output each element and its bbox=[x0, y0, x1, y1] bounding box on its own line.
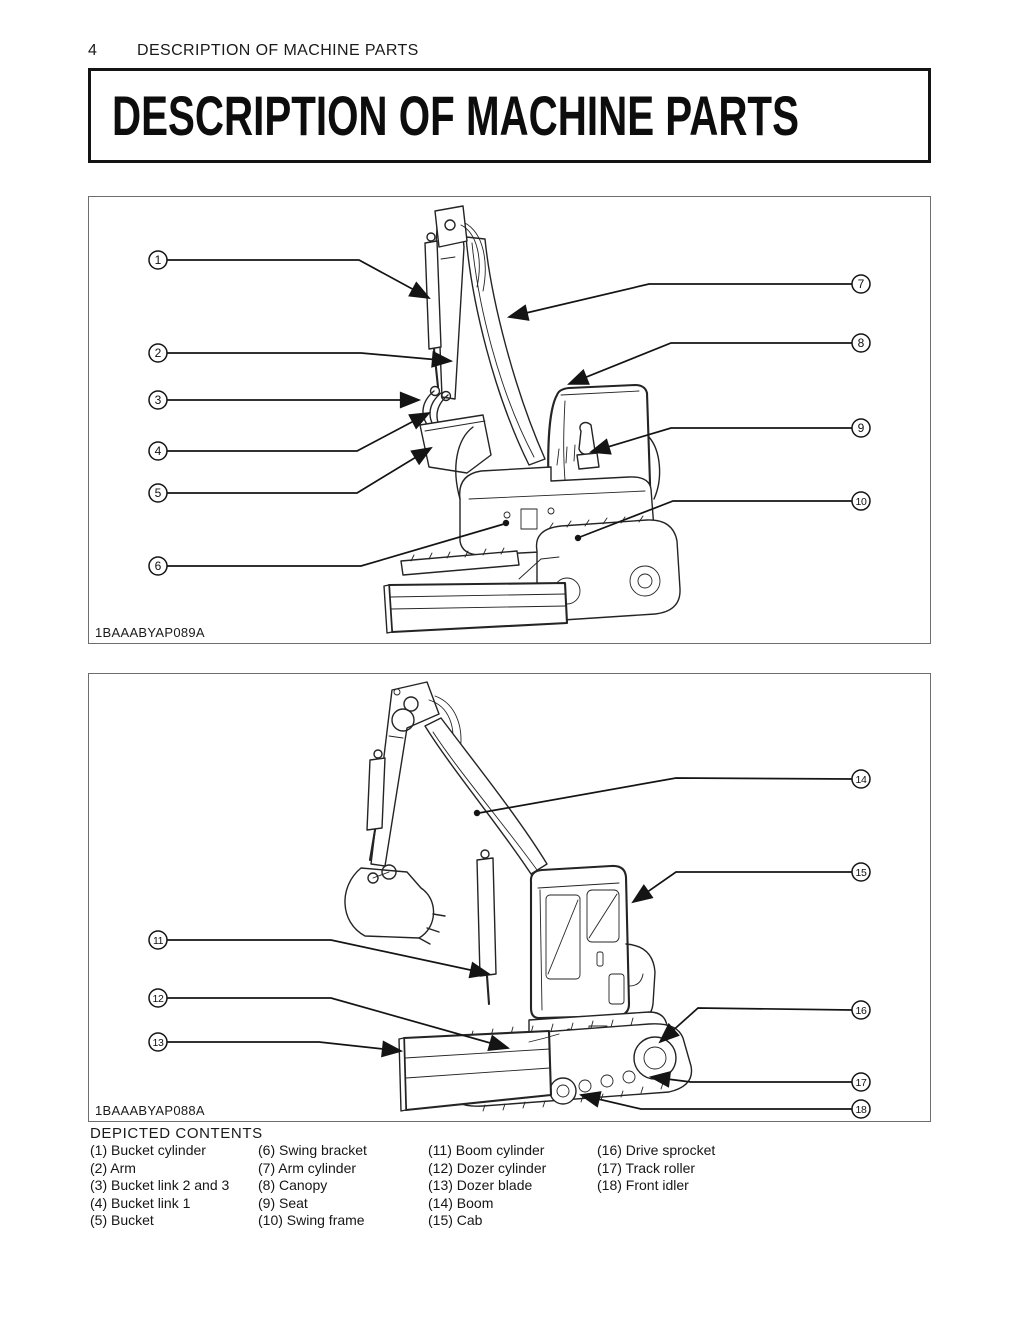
figure-1-code: 1BAAABYAP089A bbox=[95, 625, 205, 640]
svg-text:3: 3 bbox=[154, 393, 162, 407]
page-number: 4 bbox=[88, 42, 98, 59]
svg-text:2: 2 bbox=[154, 346, 162, 360]
svg-text:16: 16 bbox=[855, 1005, 867, 1017]
chapter-title: DESCRIPTION OF MACHINE PARTS bbox=[112, 84, 799, 147]
callout-9 bbox=[591, 419, 870, 452]
callout-2 bbox=[149, 344, 451, 362]
callout-7 bbox=[509, 275, 870, 317]
svg-text:17: 17 bbox=[855, 1077, 867, 1089]
svg-text:11: 11 bbox=[152, 935, 164, 947]
callout-15 bbox=[633, 863, 870, 902]
excavator-rear-view-art bbox=[384, 206, 680, 633]
figure-2-code: 1BAAABYAP088A bbox=[95, 1103, 205, 1118]
callout-16 bbox=[660, 1001, 870, 1042]
callout-8 bbox=[569, 334, 870, 384]
svg-text:4: 4 bbox=[154, 444, 162, 458]
svg-text:7: 7 bbox=[857, 277, 865, 291]
contents-column bbox=[90, 1142, 258, 1230]
svg-text:10: 10 bbox=[855, 496, 867, 508]
callout-4 bbox=[149, 413, 429, 460]
callout-5 bbox=[149, 448, 431, 502]
running-header bbox=[88, 42, 928, 60]
figure-2-drawing bbox=[89, 674, 929, 1120]
contents-column bbox=[428, 1142, 597, 1230]
contents-item: (3) Bucket link 2 and 3 bbox=[90, 1177, 230, 1194]
contents-item: (9) Seat bbox=[258, 1194, 308, 1211]
svg-text:18: 18 bbox=[855, 1104, 867, 1116]
contents-item: (8) Canopy bbox=[258, 1177, 328, 1194]
contents-item: (18) Front idler bbox=[597, 1177, 689, 1194]
contents-item: (16) Drive sprocket bbox=[597, 1142, 716, 1158]
callout-3 bbox=[149, 391, 419, 409]
figure-1-drawing bbox=[89, 197, 929, 642]
contents-item: (1) Bucket cylinder bbox=[90, 1142, 206, 1158]
figure-2-frame bbox=[88, 673, 931, 1122]
contents-column bbox=[597, 1142, 817, 1230]
svg-text:1: 1 bbox=[154, 253, 162, 267]
chapter-title-box bbox=[88, 68, 931, 163]
contents-item: (15) Cab bbox=[428, 1212, 483, 1229]
svg-text:5: 5 bbox=[154, 486, 162, 500]
contents-item: (14) Boom bbox=[428, 1194, 494, 1211]
svg-text:9: 9 bbox=[857, 421, 865, 435]
callout-13 bbox=[149, 1033, 401, 1051]
depicted-contents-heading: DEPICTED CONTENTS bbox=[90, 1125, 263, 1142]
svg-text:8: 8 bbox=[857, 336, 865, 350]
callout-1 bbox=[149, 251, 429, 298]
contents-item: (2) Arm bbox=[90, 1159, 136, 1176]
contents-item: (6) Swing bracket bbox=[258, 1142, 367, 1158]
contents-item: (11) Boom cylinder bbox=[428, 1142, 545, 1158]
svg-text:6: 6 bbox=[154, 559, 162, 573]
contents-column bbox=[258, 1142, 428, 1230]
contents-item: (12) Dozer cylinder bbox=[428, 1159, 547, 1176]
svg-text:15: 15 bbox=[855, 867, 867, 879]
contents-item: (10) Swing frame bbox=[258, 1212, 365, 1229]
contents-item: (17) Track roller bbox=[597, 1159, 696, 1176]
callout-18 bbox=[581, 1095, 870, 1118]
figure-1-frame bbox=[88, 196, 931, 644]
contents-item: (4) Bucket link 1 bbox=[90, 1194, 191, 1211]
callout-14 bbox=[474, 770, 870, 816]
contents-columns bbox=[90, 1142, 950, 1230]
contents-item: (13) Dozer blade bbox=[428, 1177, 533, 1194]
svg-text:12: 12 bbox=[152, 993, 164, 1005]
callout-11 bbox=[149, 931, 489, 974]
svg-text:14: 14 bbox=[855, 774, 867, 786]
svg-text:13: 13 bbox=[152, 1037, 164, 1049]
running-header-title: DESCRIPTION OF MACHINE PARTS bbox=[137, 42, 419, 59]
contents-item: (5) Bucket bbox=[90, 1212, 154, 1229]
contents-item: (7) Arm cylinder bbox=[258, 1159, 357, 1176]
